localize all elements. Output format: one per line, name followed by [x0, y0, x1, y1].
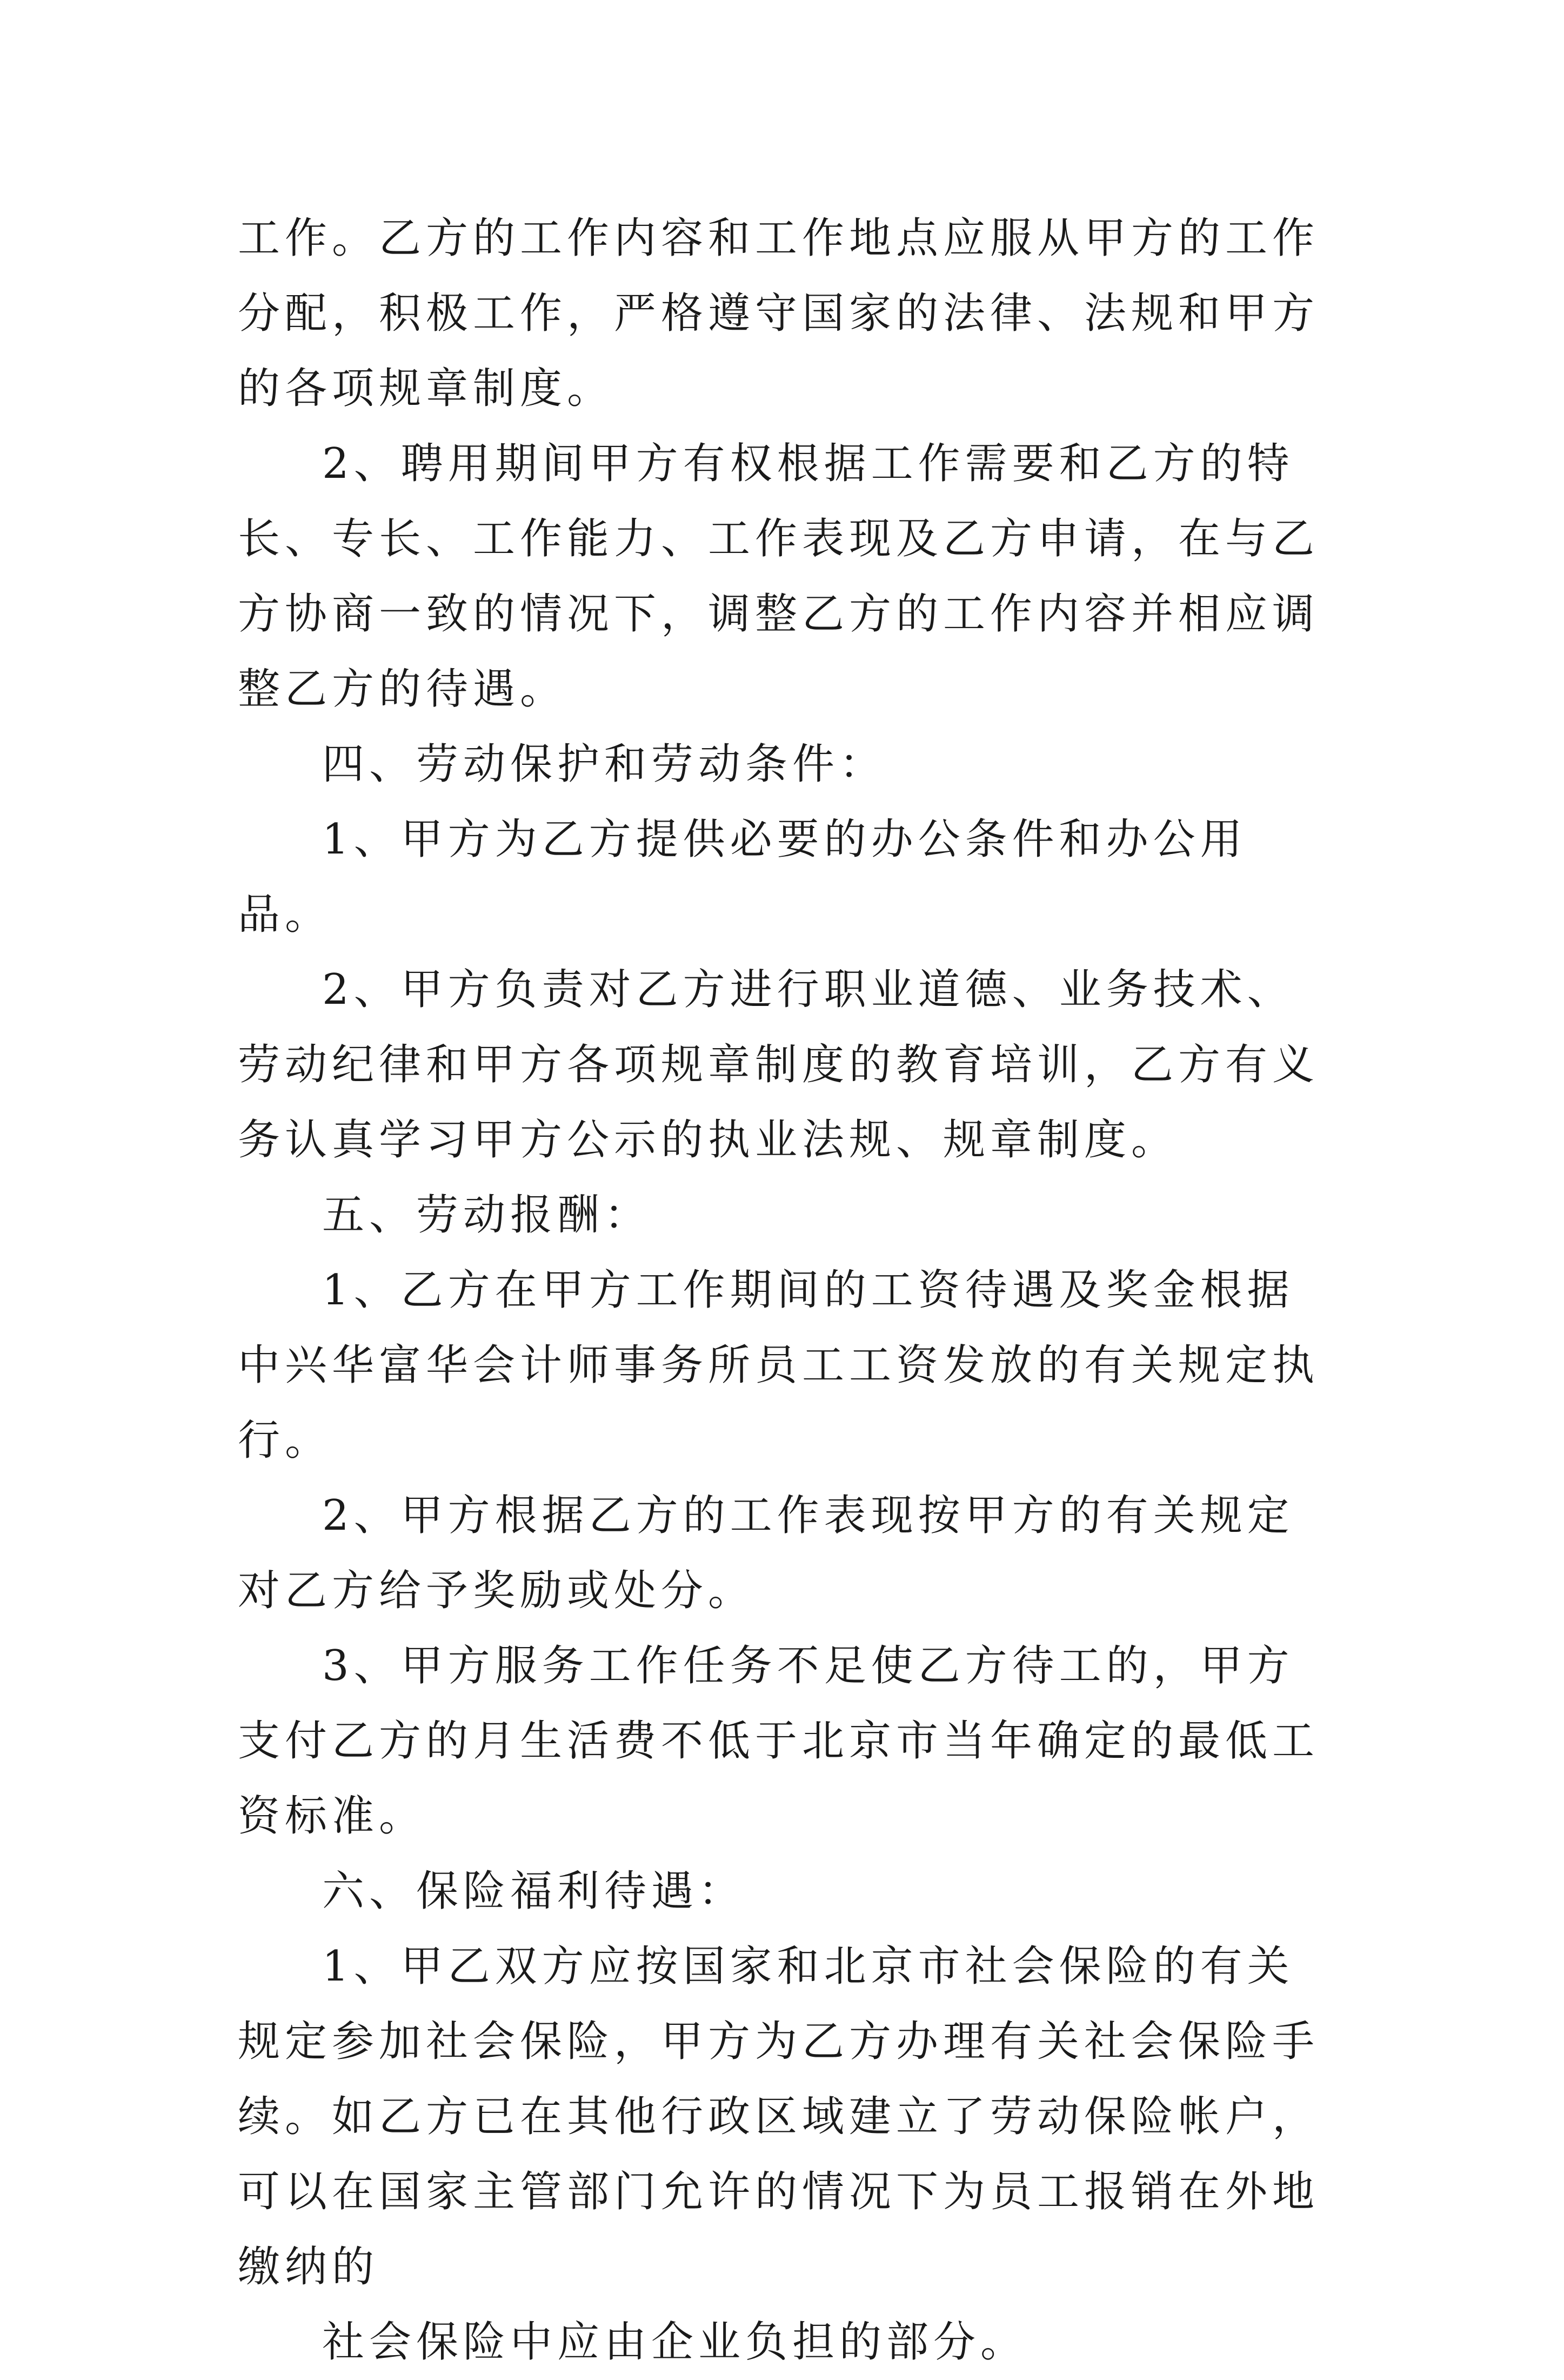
paragraph-social-insurance: 1、甲乙双方应按国家和北京市社会保险的有关规定参加社会保险，甲方为乙方办理有关社会保险手续。如乙方已在其他行政区域建立了劳动保险帐户，可以在国家主管部门允许的情况下为员工报销在外地缴纳的: [238, 1942, 1320, 2291]
section-heading-remuneration: 五、劳动报酬：: [322, 1191, 652, 1239]
paragraph-work-duties: 工作。乙方的工作内容和工作地点应服从甲方的工作分配，积极工作，严格遵守国家的法律、法规和甲方的各项规章制度。: [238, 214, 1320, 413]
section-heading-labor-protection: 四、劳动保护和劳动条件：: [322, 740, 887, 789]
paragraph-adjustment-clause: 2、聘用期间甲方有权根据工作需要和乙方的特长、专长、工作能力、工作表现及乙方申请，在与乙方协商一致的情况下，调整乙方的工作内容并相应调整乙方的待遇。: [238, 439, 1320, 714]
document-body: [238, 201, 1340, 2380]
paragraph-rewards: 2、甲方根据乙方的工作表现按甲方的有关规定对乙方给予奖励或处分。: [238, 1491, 1294, 1615]
paragraph-living-allowance: 3、甲方服务工作任务不足使乙方待工的，甲方支付乙方的月生活费不低于北京市当年确定的最低工资标准。: [238, 1642, 1320, 1841]
paragraph-insurance-continuation: 社会保险中应由企业负担的部分。: [322, 2318, 1028, 2366]
paragraph-office-conditions: 1、甲方为乙方提供必要的办公条件和办公用品。: [238, 815, 1247, 939]
paragraph-training: 2、甲方负责对乙方进行职业道德、业务技术、劳动纪律和甲方各项规章制度的教育培训，乙方有义务认真学习甲方公示的执业法规、规章制度。: [238, 965, 1320, 1164]
paragraph-wages: 1、乙方在甲方工作期间的工资待遇及奖金根据中兴华富华会计师事务所员工工资发放的有关规定执行。: [238, 1266, 1320, 1465]
section-heading-insurance: 六、保险福利待遇：: [322, 1867, 746, 1916]
